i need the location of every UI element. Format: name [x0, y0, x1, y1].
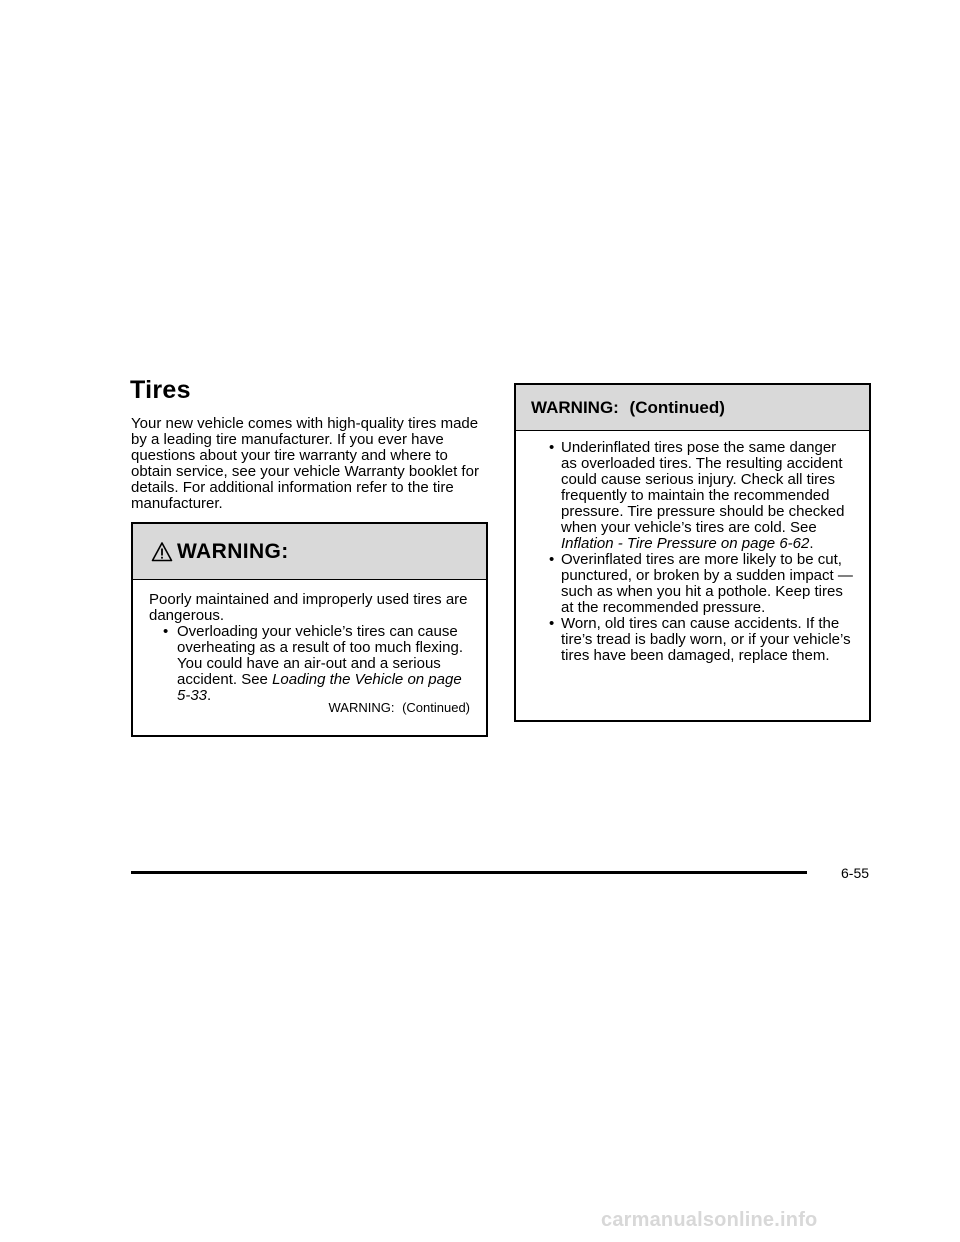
bullet-text: Worn, old tires can cause accidents. If the tire’s tread is badly worn, or if your vehicle’s tires have been damaged, replace them.: [561, 615, 851, 664]
page-number: 6-55: [841, 865, 870, 881]
warning-continued-heading: WARNING: (Continued): [531, 397, 725, 417]
warning-continued-box: [514, 383, 871, 722]
bullet-text-end: .: [207, 687, 212, 704]
bullet-icon: •: [549, 439, 555, 456]
bullet-icon: •: [549, 615, 555, 632]
warning-triangle-icon: [151, 541, 173, 563]
bullet-item: [149, 624, 470, 704]
bullet-text-end: .: [809, 535, 814, 552]
section-title: Tires: [130, 376, 191, 404]
warning-bullet-list: [149, 624, 470, 704]
warning-box: [131, 522, 488, 737]
bullet-icon: •: [549, 551, 555, 568]
footer-rule: [131, 871, 807, 874]
bullet-text: Underinflated tires pose the same danger as overloaded tires. The resulting accident could cause serious injury. Check all tires frequently to maintain the recommended pressure. Tire pressure should be checked when your vehicle’s tires are cold. See: [561, 439, 845, 536]
bullet-item: [532, 552, 853, 616]
warning-continued-bullet-list: [532, 440, 853, 664]
bullet-item: [532, 440, 853, 552]
warning-header: [133, 524, 486, 580]
footer-watermark: carmanualsonline.info: [601, 1209, 818, 1231]
continued-note: WARNING: (Continued): [328, 700, 470, 715]
warning-continued-body: [516, 431, 869, 664]
warning-heading: WARNING:: [177, 539, 289, 563]
warning-continued-header: [516, 385, 869, 431]
cross-reference-link[interactable]: Inflation - Tire Pressure on page 6-62: [561, 535, 810, 552]
bullet-icon: •: [163, 623, 169, 640]
bullet-text: Overinflated tires are more likely to be cut, punctured, or broken by a sudden impact — such as when you hit a pothole. Keep tires at the recommended pressure.: [561, 551, 853, 616]
warning-body: [133, 580, 486, 704]
intro-paragraph: Your new vehicle comes with high-quality tires made by a leading tire manufacturer. If you ever have questions about your tire warranty and where to obtain service, see your vehicle Warranty booklet for details. For additional information refer to the tire manufacturer.: [131, 415, 479, 512]
bullet-item: [532, 616, 853, 664]
cross-reference-link[interactable]: Loading the Vehicle on page 5-33: [177, 671, 462, 704]
warning-text: Poorly maintained and improperly used tires are dangerous.: [149, 591, 468, 624]
bullet-text: Overloading your vehicle’s tires can cause overheating as a result of too much flexing. You could have an air-out and a serious accident. See: [177, 623, 463, 688]
